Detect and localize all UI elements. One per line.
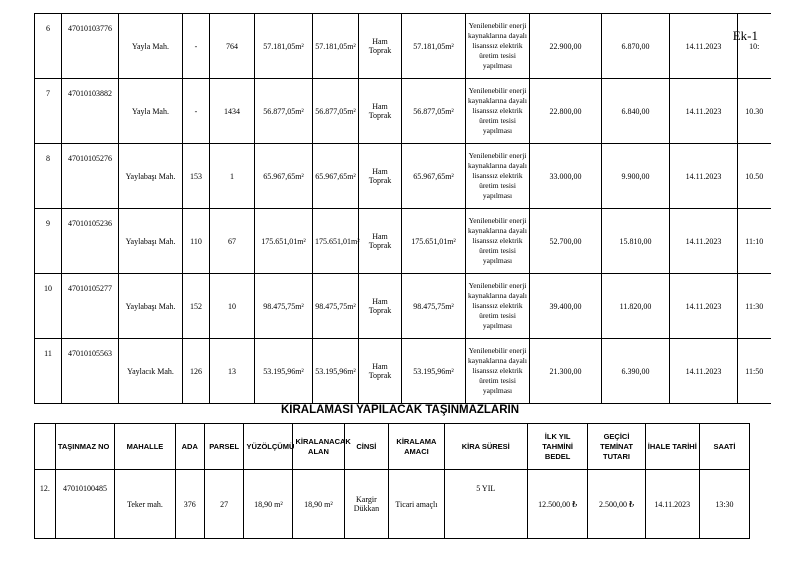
mahalle: Yayla Mah. <box>119 14 183 79</box>
header-cinsi: CİNSİ <box>344 424 389 470</box>
kiralanacak-alan: 57.181,05m² <box>313 14 359 79</box>
tasinmaz-no: 47010105276 <box>62 144 119 209</box>
kiralama-amaci: Yenilenebilir enerji kaynaklarına dayalı lisanssız elektrik üretim tesisi yapılması <box>466 274 530 339</box>
cinsi: Ham Toprak <box>359 209 402 274</box>
table-row <box>35 14 771 79</box>
gecici-teminat: 11.820,00 <box>602 274 670 339</box>
header-ihale-tarihi: İHALE TARİHİ <box>645 424 699 470</box>
lower-header-row <box>35 424 750 470</box>
kiralanacak-alan: 65.967,65m² <box>313 144 359 209</box>
header-tasinmaz-no: TAŞINMAZ NO <box>55 424 114 470</box>
cinsi: Ham Toprak <box>359 144 402 209</box>
kiralama-amaci: Yenilenebilir enerji kaynaklarına dayalı lisanssız elektrik üretim tesisi yapılması <box>466 209 530 274</box>
ihale-tarihi: 14.11.2023 <box>670 144 738 209</box>
kiralama-amaci: Yenilenebilir enerji kaynaklarına dayalı lisanssız elektrik üretim tesisi yapılması <box>466 144 530 209</box>
row-no: 11 <box>35 339 62 404</box>
cinsi: Ham Toprak <box>359 274 402 339</box>
yuzolcum: 98.475,75m² <box>255 274 313 339</box>
mahalle: Yaylacık Mah. <box>119 339 183 404</box>
alan: 53.195,96m² <box>402 339 466 404</box>
kiralama-amaci: Ticari amaçlı <box>389 470 444 539</box>
gecici-teminat: 2.500,00 ₺ <box>588 470 645 539</box>
table-row <box>35 79 771 144</box>
ilk-yil-bedel: 39.400,00 <box>530 274 602 339</box>
tasinmaz-no: 47010103882 <box>62 79 119 144</box>
tasinmaz-no: 47010105236 <box>62 209 119 274</box>
ihale-tarihi: 14.11.2023 <box>645 470 699 539</box>
header-kiralanacak-alan: KİRALANACAK ALAN <box>293 424 344 470</box>
upper-table <box>34 13 771 404</box>
cinsi: Ham Toprak <box>359 14 402 79</box>
row-no: 8 <box>35 144 62 209</box>
header-kira-suresi: KİRA SÜRESİ <box>444 424 527 470</box>
row-no: 10 <box>35 274 62 339</box>
saati: 11:50 <box>738 339 771 404</box>
ada: 376 <box>175 470 204 539</box>
ilk-yil-bedel: 12.500,00 ₺ <box>527 470 587 539</box>
saati: 10: <box>738 14 771 79</box>
alan: 175.651,01m² <box>402 209 466 274</box>
lower-table <box>34 423 750 539</box>
header-kiralama-amaci: KİRALAMA AMACI <box>389 424 444 470</box>
gecici-teminat: 15.810,00 <box>602 209 670 274</box>
mahalle: Yaylabaşı Mah. <box>119 209 183 274</box>
mahalle: Teker mah. <box>115 470 175 539</box>
ada: - <box>183 14 210 79</box>
parsel: 764 <box>210 14 255 79</box>
ilk-yil-bedel: 22.800,00 <box>530 79 602 144</box>
alan: 98.475,75m² <box>402 274 466 339</box>
kiralanacak-alan: 56.877,05m² <box>313 79 359 144</box>
ihale-tarihi: 14.11.2023 <box>670 79 738 144</box>
yuzolcum: 56.877,05m² <box>255 79 313 144</box>
gecici-teminat: 9.900,00 <box>602 144 670 209</box>
ada: - <box>183 79 210 144</box>
yuzolcum: 57.181,05m² <box>255 14 313 79</box>
gecici-teminat: 6.840,00 <box>602 79 670 144</box>
ada: 153 <box>183 144 210 209</box>
parsel: 67 <box>210 209 255 274</box>
parsel: 1434 <box>210 79 255 144</box>
kiralanacak-alan: 98.475,75m² <box>313 274 359 339</box>
saati: 11:30 <box>738 274 771 339</box>
header-yuzolcum: YÜZÖLÇÜMÜ <box>244 424 293 470</box>
header-ada: ADA <box>175 424 204 470</box>
row-no: 6 <box>35 14 62 79</box>
parsel: 13 <box>210 339 255 404</box>
kiralama-amaci: Yenilenebilir enerji kaynaklarına dayalı lisanssız elektrik üretim tesisi yapılması <box>466 79 530 144</box>
cinsi: Ham Toprak <box>359 339 402 404</box>
tasinmaz-no: 47010100485 <box>55 470 114 539</box>
ilk-yil-bedel: 52.700,00 <box>530 209 602 274</box>
yuzolcum: 175.651,01m² <box>255 209 313 274</box>
kiralama-amaci: Yenilenebilir enerji kaynaklarına dayalı lisanssız elektrik üretim tesisi yapılması <box>466 339 530 404</box>
parsel: 27 <box>204 470 244 539</box>
ihale-tarihi: 14.11.2023 <box>670 209 738 274</box>
parsel: 10 <box>210 274 255 339</box>
cinsi: Ham Toprak <box>359 79 402 144</box>
kiralanacak-alan: 175.651,01m² <box>313 209 359 274</box>
row-no: 7 <box>35 79 62 144</box>
ilk-yil-bedel: 33.000,00 <box>530 144 602 209</box>
saati: 13:30 <box>699 470 749 539</box>
ilk-yil-bedel: 22.900,00 <box>530 14 602 79</box>
tasinmaz-no: 47010105277 <box>62 274 119 339</box>
row-no: 12. <box>35 470 56 539</box>
mahalle: Yayla Mah. <box>119 79 183 144</box>
ihale-tarihi: 14.11.2023 <box>670 274 738 339</box>
gecici-teminat: 6.870,00 <box>602 14 670 79</box>
table-row <box>35 144 771 209</box>
saati: 10.50 <box>738 144 771 209</box>
table-row <box>35 470 750 539</box>
yuzolcum: 18,90 m² <box>244 470 293 539</box>
header-no <box>35 424 56 470</box>
saati: 11:10 <box>738 209 771 274</box>
ilk-yil-bedel: 21.300,00 <box>530 339 602 404</box>
section-title: KİRALAMASI YAPILACAK TAŞINMAZLARIN <box>280 404 520 416</box>
saati: 10.30 <box>738 79 771 144</box>
header-gecici-teminat: GEÇİCİ TEMİNAT TUTARI <box>588 424 645 470</box>
tasinmaz-no: 47010103776 <box>62 14 119 79</box>
kiralama-amaci: Yenilenebilir enerji kaynaklarına dayalı lisanssız elektrik üretim tesisi yapılması <box>466 14 530 79</box>
ada: 110 <box>183 209 210 274</box>
alan: 57.181,05m² <box>402 14 466 79</box>
header-mahalle: MAHALLE <box>115 424 175 470</box>
ada: 126 <box>183 339 210 404</box>
upper-table-body <box>35 14 771 404</box>
yuzolcum: 65.967,65m² <box>255 144 313 209</box>
mahalle: Yaylabaşı Mah. <box>119 144 183 209</box>
kiralanacak-alan: 53.195,96m² <box>313 339 359 404</box>
yuzolcum: 53.195,96m² <box>255 339 313 404</box>
header-saati: SAATİ <box>699 424 749 470</box>
mahalle: Yaylabaşı Mah. <box>119 274 183 339</box>
kira-suresi: 5 YIL <box>444 470 527 539</box>
parsel: 1 <box>210 144 255 209</box>
gecici-teminat: 6.390,00 <box>602 339 670 404</box>
ihale-tarihi: 14.11.2023 <box>670 339 738 404</box>
appendix-label: Ek-1 <box>732 28 758 43</box>
header-parsel: PARSEL <box>204 424 244 470</box>
cinsi: Kargir Dükkan <box>344 470 389 539</box>
table-row <box>35 339 771 404</box>
table-row <box>35 274 771 339</box>
ada: 152 <box>183 274 210 339</box>
row-no: 9 <box>35 209 62 274</box>
alan: 65.967,65m² <box>402 144 466 209</box>
tasinmaz-no: 47010105563 <box>62 339 119 404</box>
header-ilk-yil-bedel: İLK YIL TAHMİNİ BEDEL <box>527 424 587 470</box>
ihale-tarihi: 14.11.2023 <box>670 14 738 79</box>
alan: 56.877,05m² <box>402 79 466 144</box>
kiralanacak-alan: 18,90 m² <box>293 470 344 539</box>
table-row <box>35 209 771 274</box>
